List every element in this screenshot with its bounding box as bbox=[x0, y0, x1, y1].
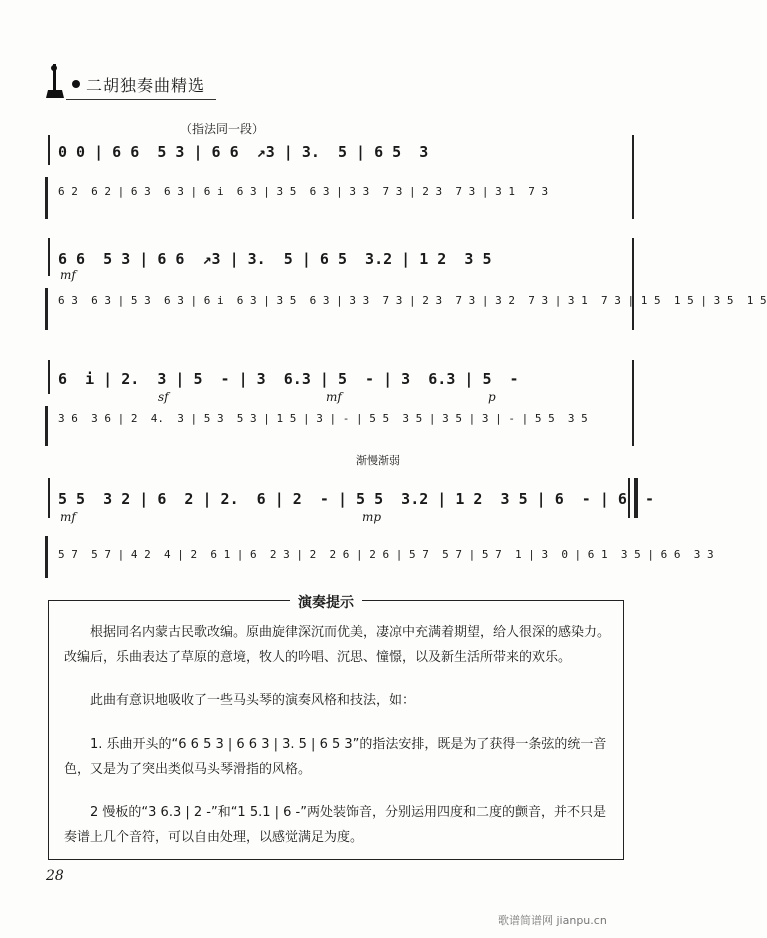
page-number: 28 bbox=[46, 868, 64, 884]
score-system-4 bbox=[40, 478, 714, 578]
staff-bracket bbox=[45, 406, 48, 446]
staff-bracket bbox=[45, 177, 48, 219]
tips-paragraph: 根据同名内蒙古民歌改编。原曲旋律深沉而优美，凄凉中充满着期望，给人很深的感染力。改编后，乐曲表达了草原的意境，牧人的吟唱、沉思、憧憬，以及新生活所带来的欢乐。 bbox=[64, 625, 611, 665]
performance-tips-title: 演奏提示 bbox=[290, 592, 362, 612]
dynamic-mark: mf bbox=[60, 268, 76, 282]
erhu-icon bbox=[44, 64, 68, 100]
score-system-2 bbox=[40, 238, 767, 333]
staff-bracket bbox=[45, 288, 48, 330]
melody-line: 6 6 5 3 | 6 6 ↗3 | 3. 5 | 6 5 3.2 | 1 2 3 5 bbox=[58, 250, 492, 268]
staff-bracket bbox=[45, 536, 48, 578]
bullet-dot bbox=[72, 80, 80, 88]
dynamic-mark: mf bbox=[326, 390, 342, 404]
melody-line: 0 0 | 6 6 5 3 | 6 6 ↗3 | 3. 5 | 6 5 3 bbox=[58, 143, 429, 161]
barline bbox=[632, 135, 634, 219]
melody-line: 5 5 3 2 | 6 2 | 2. 6 | 2 - | 5 5 3.2 | 1 2 3 5 | 6 - | 6 - bbox=[58, 490, 655, 508]
accompaniment-line: 6 2 6 2 | 6 3 6 3 | 6 i 6 3 | 3 5 6 3 | 3 3 7 3 | 2 3 7 3 | 3 1 7 3 bbox=[58, 185, 549, 198]
dynamic-mark: sf bbox=[158, 390, 169, 404]
tips-paragraph: 此曲有意识地吸收了一些马头琴的演奏风格和技法，如： bbox=[90, 693, 416, 708]
dynamic-mark: mf bbox=[60, 510, 76, 524]
accompaniment-line: 3 6 3 6 | 2 4. 3 | 5 3 5 3 | 1 5 | 3 | - | 5 5 3 5 | 3 5 | 3 | - | 5 5 3 5 bbox=[58, 412, 588, 425]
accompaniment-line: 5 7 5 7 | 4 2 4 | 2 6 1 | 6 2 3 | 2 2 6 | 2 6 | 5 7 5 7 | 5 7 1 | 3 0 | 6 1 3 5 | 6 6 3 3 bbox=[58, 548, 714, 561]
watermark: 歌谱简谱网 jianpu.cn bbox=[498, 914, 607, 927]
barline bbox=[632, 360, 634, 446]
dynamic-mark: mp bbox=[362, 510, 382, 524]
tips-paragraph: 1. 乐曲开头的“6 6 5 3 | 6 6 3 | 3. 5 | 6 5 3”的指法安排，既是为了获得一条弦的统一音色，又是为了突出类似马头琴滑指的风格。 bbox=[64, 737, 607, 777]
accompaniment-line: 6 3 6 3 | 5 3 6 3 | 6 i 6 3 | 3 5 6 3 | 3 3 7 3 | 2 3 7 3 | 3 2 7 3 | 3 1 7 3 | 1 5 1 5 | 3 5 1 5 bbox=[58, 294, 767, 307]
melody-line: 6 i | 2. 3 | 5 - | 3 6.3 | 5 - | 3 6.3 | 5 - bbox=[58, 370, 519, 388]
tips-paragraph: 2 慢板的“3 6.3 | 2 -”和“1 5.1 | 6 -”两处装饰音，分别运用四度和二度的颤音，并不只是奏谱上几个音符，可以自由处理，以感觉满足为度。 bbox=[64, 805, 606, 845]
barline bbox=[48, 135, 50, 165]
page-header-title: 二胡独奏曲精选 bbox=[86, 76, 206, 95]
tempo-marking: 渐慢渐弱 bbox=[356, 454, 400, 467]
header-rule bbox=[66, 99, 216, 100]
barline bbox=[48, 238, 50, 276]
score-system-1 bbox=[40, 135, 640, 225]
barline bbox=[632, 238, 634, 330]
score-system-3 bbox=[40, 360, 640, 450]
barline bbox=[48, 478, 50, 518]
dynamic-mark: p bbox=[488, 390, 496, 404]
fingering-annotation: （指法同一段） bbox=[180, 122, 265, 136]
barline bbox=[48, 360, 50, 394]
